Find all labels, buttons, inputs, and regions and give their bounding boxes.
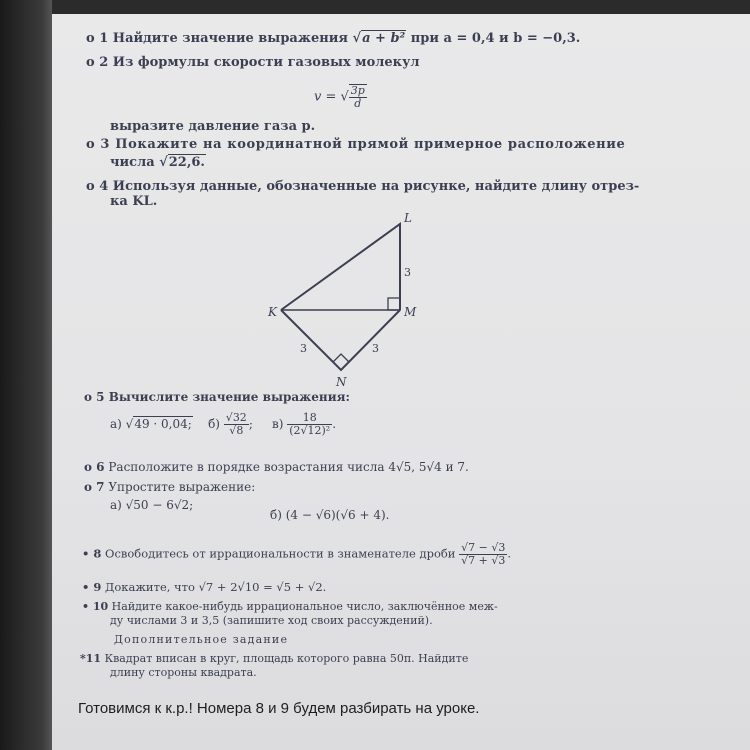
task-3-text: Покажите на координатной прямой примерное расположение [115,137,626,152]
task-2-text: Из формулы скорости газовых молекул [112,55,420,70]
formula-denominator: d [354,97,362,110]
task-5b-den: 8 [236,424,244,437]
task-6-number: o 6 [84,460,105,474]
task-10-line2: ду числами 3 и 3,5 (запишите ход своих рассуждений). [110,614,433,627]
task-10-number: • 10 [82,600,109,613]
task-5c-label: в) [271,417,284,431]
label-lm-3: 3 [404,266,411,279]
task-5c-den: (2√12)² [289,424,331,437]
task-5a-label: а) [110,417,122,431]
label-n: N [336,375,347,389]
task-3-number: o 3 [86,137,111,152]
task-8-den: √7 + √3 [461,554,506,567]
task-4-text: Используя данные, обозначенные на рисунке, найдите длину отрез- [112,179,640,194]
task-3-value: 22,6. [168,155,205,170]
task-9-number: • 9 [82,580,102,594]
task-1-text: Найдите значение выражения [112,31,348,46]
extra-task-heading: Дополнительное задание [114,633,289,646]
task-5b-num: 32 [232,411,247,424]
label-kn-3: 3 [300,342,307,355]
task-7a: а) √50 − 6√2; [110,498,194,512]
task-3-text2: числа [110,155,155,170]
task-10 [82,600,498,614]
task-3-line2: числа √22,6. [110,155,205,170]
task-5c-num: 18 [287,412,332,425]
background-dark [0,0,52,750]
task-1-expression: a + b² [362,31,406,46]
task-7b: б) (4 − √6)(√6 + 4). [270,508,390,522]
right-angle-m [388,298,400,310]
task-7 [84,480,255,494]
task-1-condition: при a = 0,4 и b = −0,3. [410,31,581,46]
task-5b-label: б) [208,417,220,431]
task-11 [80,652,468,666]
task-8: • 8 Освободитесь от иррациональности в знаменателе дроби $\frac{√7 - √3}{√7 + √3}$ . [82,541,511,567]
task-4-line2: ка KL. [110,194,158,209]
right-angle-n [333,354,349,362]
label-nm-3: 3 [372,342,379,355]
task-6-text: Расположите в порядке возрастания числа 4√5, 5√4 и 7. [108,460,469,474]
task-11-number: *11 [80,652,102,665]
label-k: K [268,305,277,319]
formula-numerator: 3p [350,84,365,97]
task-11-text: Квадрат вписан в круг, площадь которого равна 50π. Найдите [104,652,469,665]
task-8-text: Освободитесь от иррациональности в знаменателе дроби [105,546,456,561]
task-5-number: o 5 [84,390,105,404]
task-5-text: Вычислите значение выражения: [108,390,350,404]
task-2-after: выразите давление газа p. [110,119,316,134]
task-8-num: √7 − √3 [461,541,506,554]
task-7-number: o 7 [84,480,105,494]
task-5a-expr: 49 · 0,04; [134,417,192,431]
task-6 [84,460,469,474]
label-m: M [404,305,417,319]
task-1: o 1 Найдите значение выражения √a + b² при a = 0,4 и b = −0,3. [86,31,581,46]
task-2 [86,56,420,70]
task-8-number: • 8 [82,546,102,561]
label-l: L [404,211,412,225]
footer-note: Готовимся к к.р.! Номера 8 и 9 будем разбирать на уроке. [78,700,480,717]
task-5 [84,390,350,404]
triangle-knm [281,310,400,370]
task-2-formula: v = √ $\frac{3p}{d}$ [314,84,365,110]
task-7-text: Упростите выражение: [108,480,256,494]
triangle-klm [281,224,400,310]
task-10-text: Найдите какое-нибудь иррациональное число, заключённое меж- [111,600,498,613]
triangle-figure [52,204,750,404]
task-9 [82,580,326,594]
task-1-number: o 1 [86,31,109,46]
task-4 [86,180,639,194]
task-9-text: Докажите, что √7 + 2√10 = √5 + √2. [105,580,327,594]
worksheet-page [52,14,750,750]
task-11-line2: длину стороны квадрата. [110,666,257,679]
task-4-number: o 4 [86,179,109,194]
task-2-number: o 2 [86,55,109,70]
task-3 [86,138,625,152]
formula-lhs: v = [314,89,337,105]
task-5-parts: а) √49 · 0,04; б) $\frac{√32}{√8}$ ; в) $\frac{18}{\text{(2√12)²}}$ . [110,411,337,437]
